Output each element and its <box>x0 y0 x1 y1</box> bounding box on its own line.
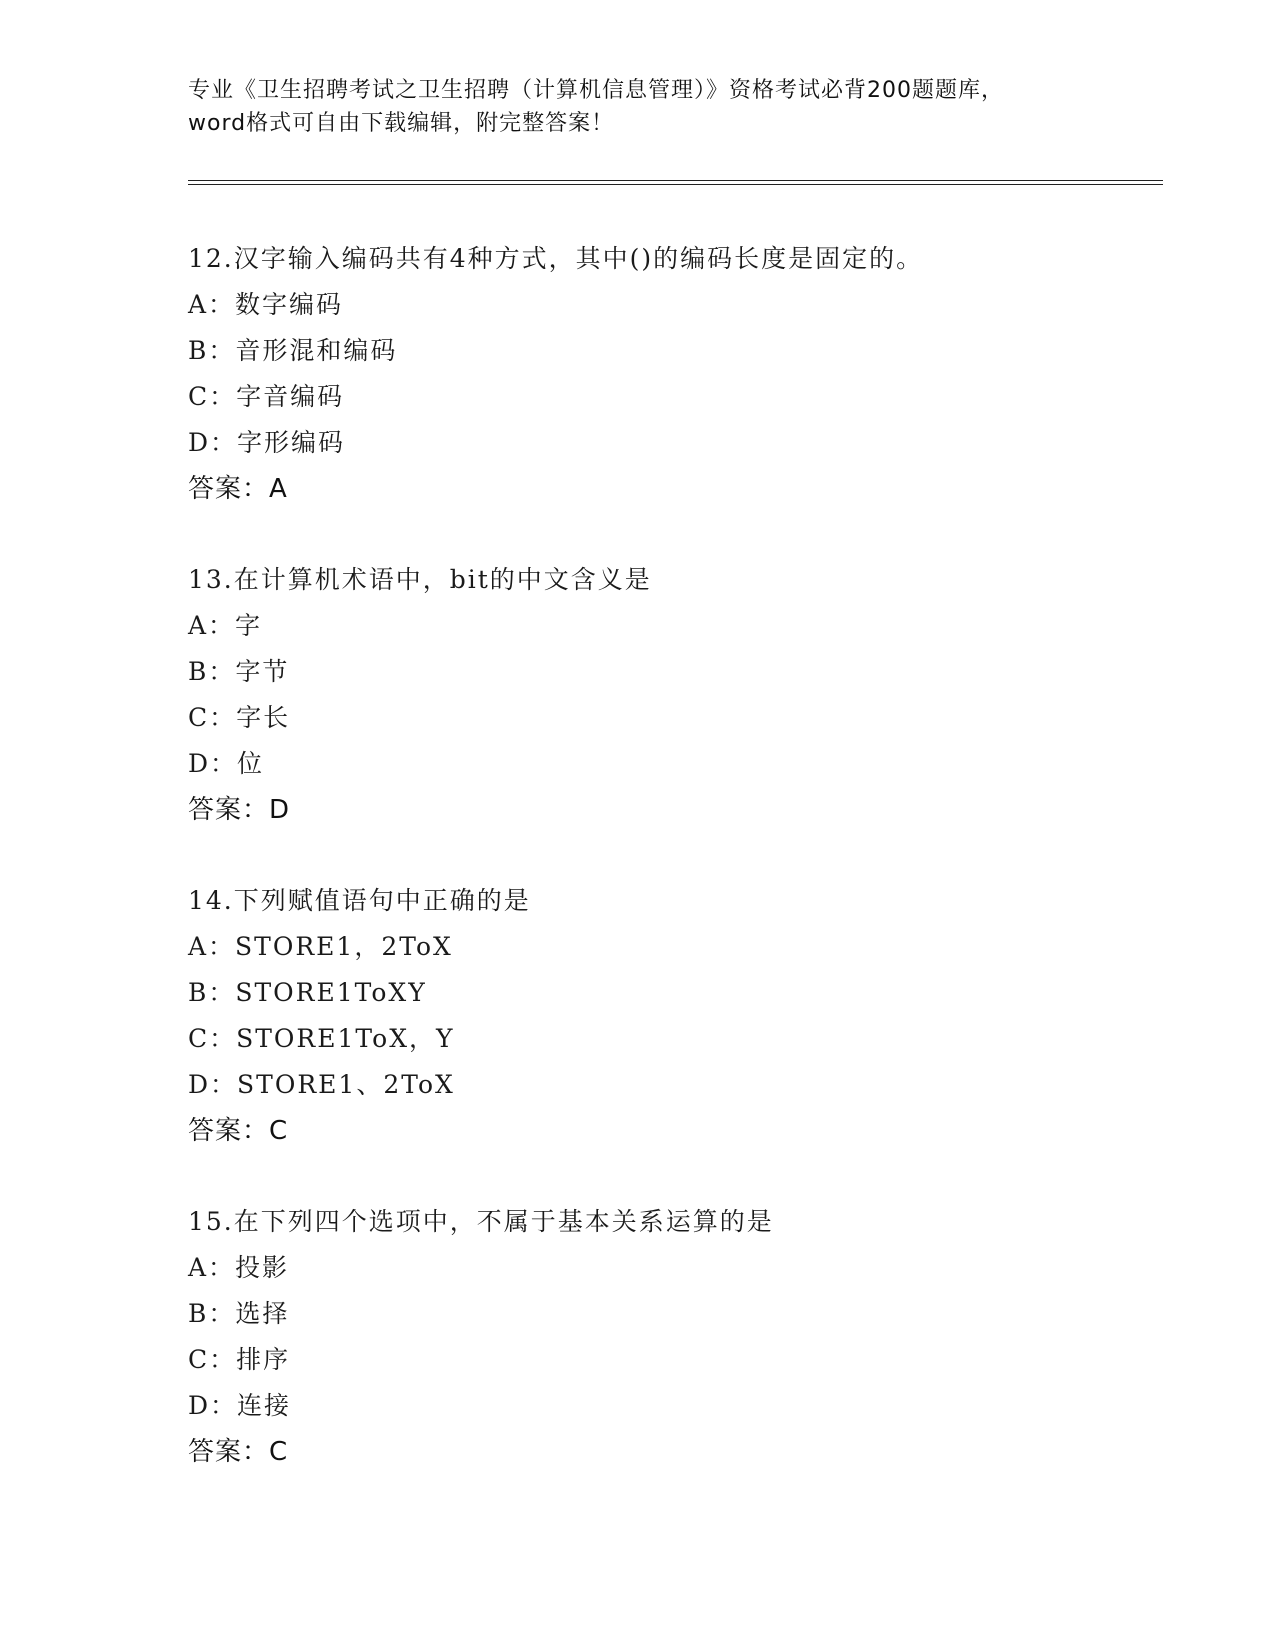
header-line-1: 专业《卫生招聘考试之卫生招聘（计算机信息管理）》资格考试必背200题题库， <box>188 78 1004 103</box>
question-15 <box>188 1199 1148 1475</box>
option-b: B：字节 <box>188 657 290 686</box>
question-stem: 12.汉字输入编码共有4种方式，其中()的编码长度是固定的。 <box>188 244 924 273</box>
answer-line: 答案：A <box>188 474 288 504</box>
question-13 <box>188 557 1148 833</box>
header-divider-bottom <box>188 184 1163 185</box>
option-b: B：选择 <box>188 1299 290 1328</box>
option-d: D：STORE1、2ToX <box>188 1070 455 1099</box>
option-b: B：STORE1ToXY <box>188 978 427 1007</box>
header-line-2: word格式可自由下载编辑，附完整答案！ <box>188 111 615 136</box>
question-stem: 14.下列赋值语句中正确的是 <box>188 886 531 915</box>
option-a: A：STORE1，2ToX <box>188 932 453 961</box>
document-header <box>188 74 1088 140</box>
option-c: C：STORE1ToX，Y <box>188 1024 455 1053</box>
question-stem: 15.在下列四个选项中，不属于基本关系运算的是 <box>188 1207 774 1236</box>
option-a: A：数字编码 <box>188 290 344 319</box>
option-b: B：音形混和编码 <box>188 336 398 365</box>
question-stem: 13.在计算机术语中，bit的中文含义是 <box>188 565 652 594</box>
answer-line: 答案：D <box>188 795 291 825</box>
option-c: C：字长 <box>188 703 291 732</box>
question-12 <box>188 236 1148 512</box>
option-d: D：字形编码 <box>188 428 346 457</box>
answer-line: 答案：C <box>188 1116 289 1146</box>
header-divider-top <box>188 180 1163 181</box>
option-a: A：字 <box>188 611 263 640</box>
option-c: C：字音编码 <box>188 382 345 411</box>
option-d: D：位 <box>188 749 265 778</box>
option-d: D：连接 <box>188 1391 292 1420</box>
question-14 <box>188 878 1148 1154</box>
option-a: A：投影 <box>188 1253 290 1282</box>
option-c: C：排序 <box>188 1345 291 1374</box>
answer-line: 答案：C <box>188 1437 289 1467</box>
